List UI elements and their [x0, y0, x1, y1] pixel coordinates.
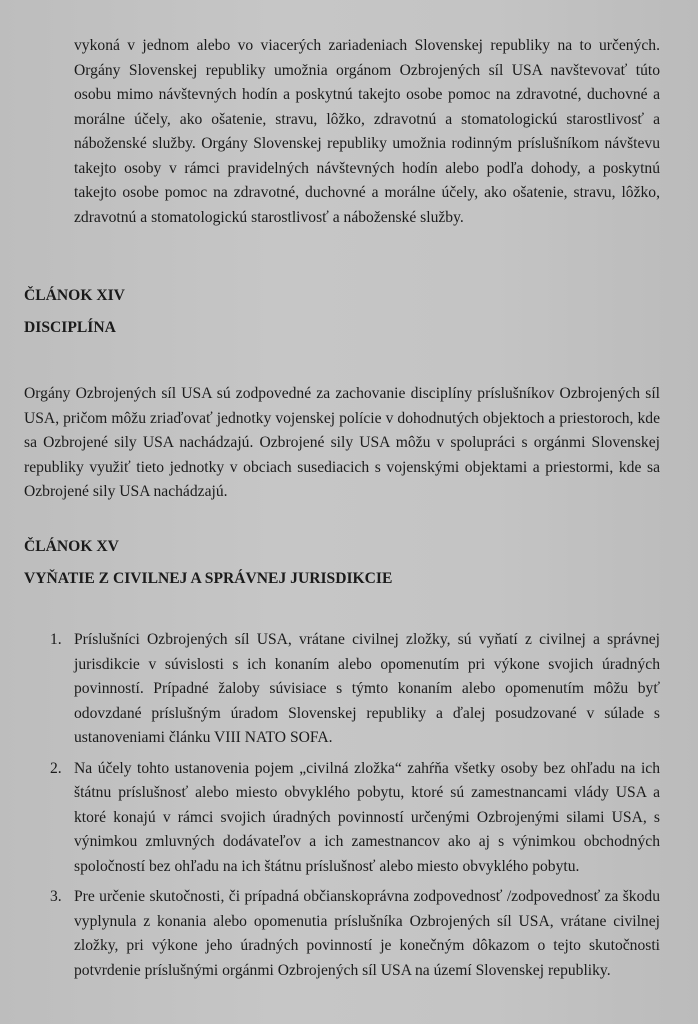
list-item-text: Na účely tohto ustanovenia pojem „civilná zložka“ zahŕňa všetky osoby bez ohľadu na ich štátnu príslušnosť alebo miesto obvyklého pobytu, ktoré sú zamestnancami vlády USA a ktoré konajú v rámci svojich úradných povinností určenými Ozbrojenými silami USA, s výnimkou zmluvných dodávateľov a ich zamestnancov ako aj s výnimkou obchodných spoločností bez ohľadu na ich štátnu príslušnosť alebo miesto obvyklého pobytu.: [74, 759, 660, 875]
list-item-number: 2.: [50, 759, 62, 777]
list-item: [0, 885, 698, 983]
list-item-number: 3.: [50, 888, 62, 905]
article-15-title: VYŇATIE Z CIVILNEJ A SPRÁVNEJ JURISDIKCIE: [24, 570, 393, 587]
article-14-title: DISCIPLÍNA: [24, 319, 116, 336]
article-14-number: ČLÁNOK XIV: [24, 287, 125, 304]
continuation-paragraph: vykoná v jednom alebo vo viacerých zariadeniach Slovenskej republiky na to určených. Orgány Slovenskej republiky umožnia orgánom Ozbrojených síl USA navštevovať túto osobu mimo návštevných hodín a poskytnú takejto osobe pomoc na zdravotné, duchovné a morálne účely, ako ošatenie, stravu, lôžko, zdravotnú a stomatologickú starostlivosť a náboženské služby. Orgány Slovenskej republiky umožnia rodinným príslušníkom návštevu takejto osoby v rámci pravidelných návštevných hodín alebo podľa dohody, a poskytnú takejto osobe pomoc na zdravotné, duchovné a morálne účely, ako ošatenie, stravu, lôžko, zdravotnú a stomatologickú starostlivosť a náboženské služby.: [74, 37, 660, 226]
list-item: [0, 628, 698, 751]
article-14-paragraph: Orgány Ozbrojených síl USA sú zodpovedné za zachovanie disciplíny príslušníkov Ozbrojených síl USA, pričom môžu zriaďovať jednotky vojenskej polície v dohodnutých objektoch a priestoroch, kde sa Ozbrojené sily USA nachádzajú. Ozbrojené sily USA môžu v spolupráci s orgánmi Slovenskej republiky využiť tieto jednotky v obciach susediacich s vojenskými objektami a priestormi, kde sa Ozbrojené sily USA nachádzajú.: [24, 385, 660, 500]
list-item-text: Pre určenie skutočnosti, či prípadná občianskoprávna zodpovednosť /zodpovednosť za škodu vyplynula z konania alebo opomenutia príslušníka Ozbrojených síl USA, vrátane civilnej zložky, pri výkone jeho úradných povinností je konečným dôkazom o tejto skutočnosti potvrdenie príslušnými orgánmi Ozbrojených síl USA na území Slovenskej republiky.: [74, 888, 660, 979]
article-15-list: [0, 628, 698, 989]
article-15-number: ČLÁNOK XV: [24, 538, 119, 555]
list-item-text: Príslušníci Ozbrojených síl USA, vrátane civilnej zložky, sú vyňatí z civilnej a správnej jurisdikcie v súvislosti s ich konaním alebo opomenutím pri výkone svojich úradných povinností. Prípadné žaloby súvisiace s týmto konaním alebo opomenutím môžu byť odovzdané príslušným úradom Slovenskej republiky a ďalej posudzované v súlade s ustanoveniami článku VIII NATO SOFA.: [74, 631, 660, 746]
list-item-number: 1.: [50, 631, 62, 648]
list-item: [0, 757, 698, 880]
